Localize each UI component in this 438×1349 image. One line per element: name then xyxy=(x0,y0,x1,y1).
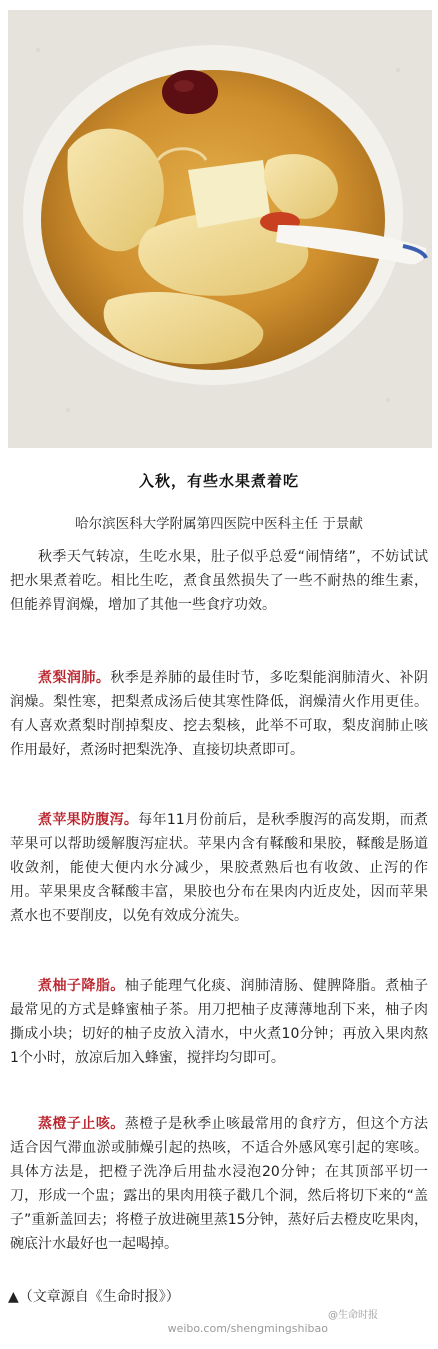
section-heading: 煮苹果防腹泻。 xyxy=(38,812,139,828)
watermark-handle: @生命时报 xyxy=(328,1310,378,1321)
section-body: 柚子能理气化痰、润肺清肠、健脾降脂。煮柚子最常见的方式是蜂蜜柚子茶。用刀把柚子皮薄薄地刮下来，柚子肉撕成小块；切好的柚子皮放入清水，中火煮10分钟；再放入果肉熬1个小时，放凉后加入蜂蜜，搅拌均匀即可。 xyxy=(10,978,429,1066)
author-byline: 哈尔滨医科大学附属第四医院中医科主任 于景献 xyxy=(75,516,363,532)
intro-paragraph: 秋季天气转凉，生吃水果，肚子似乎总爱“闹情绪”，不妨试试把水果煮着吃。相比生吃，煮食虽然损失了一些不耐热的维生素，但能养胃润燥，增加了其他一些食疗功效。 xyxy=(10,549,428,613)
section-pear xyxy=(10,666,428,762)
soup-photo xyxy=(8,10,432,448)
section-apple xyxy=(10,808,428,928)
section-orange xyxy=(10,1112,428,1256)
section-body: 每年11月份前后，是秋季腹泻的高发期，而煮苹果可以帮助缓解腹泻症状。苹果内含有鞣酸和果胶，鞣酸是肠道收敛剂，能使大便内水分减少，果胶煮熟后也有收敛、止泻的作用。苹果果皮含鞣酸丰富，果胶也分布在果肉内近皮处，因而苹果煮水也不要削皮，以免有效成分流失。 xyxy=(10,812,428,924)
watermark-url: weibo.com/shengmingshibao xyxy=(167,1322,328,1335)
article-source: ▲（文章源自《生命时报》） xyxy=(8,1289,180,1305)
section-heading: 蒸橙子止咳。 xyxy=(38,1116,125,1132)
section-heading: 煮梨润肺。 xyxy=(38,670,111,686)
section-body: 秋季是养肺的最佳时节，多吃梨能润肺清火、补阴润燥。梨性寒，把梨煮成汤后使其寒性降低，润燥清火作用更佳。有人喜欢煮梨时削掉梨皮、挖去梨核，此举不可取，梨皮润肺止咳作用最好，煮汤时把梨洗净、直接切块煮即可。 xyxy=(10,670,429,758)
section-heading: 煮柚子降脂。 xyxy=(38,978,125,994)
article-title: 入秋，有些水果煮着吃 xyxy=(138,472,299,490)
section-body: 蒸橙子是秋季止咳最常用的食疗方，但这个方法适合因气滞血淤或肺燥引起的热咳，不适合外感风寒引起的寒咳。具体方法是，把橙子洗净后用盐水浸泡20分钟；在其顶部平切一刀，形成一个盅；露出的果肉用筷子戳几个洞，然后将切下来的“盖子”重新盖回去；将橙子放进碗里蒸15分钟，蒸好后去橙皮吃果肉，碗底汁水最好也一起喝掉。 xyxy=(10,1116,429,1252)
section-pomelo xyxy=(10,974,428,1070)
